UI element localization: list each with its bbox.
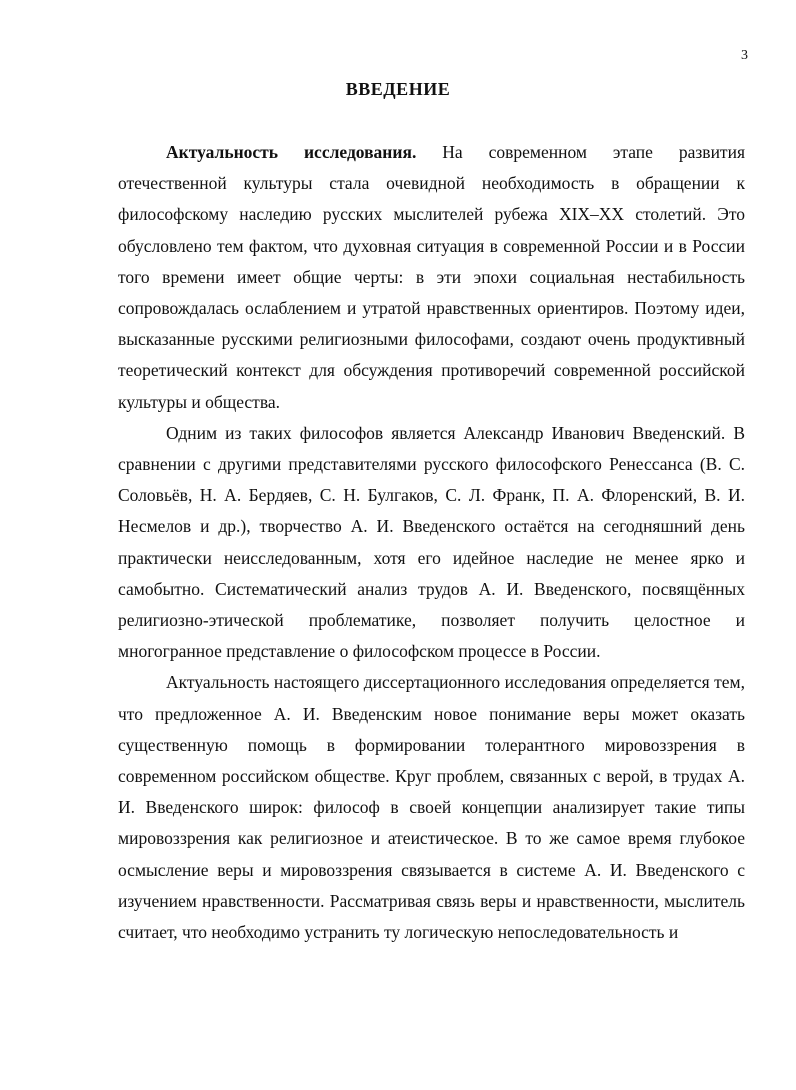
page-number: 3 <box>741 48 748 63</box>
paragraph-philosopher: Одним из таких философов является Александр Иванович Введенский. В сравнении с другими представителями русского философского Ренессанса (В. С. Соловьёв, Н. А. Бердяев, С. Н. Булгаков, С. Л. Франк, П. А. Флоренский, В. И. Несмелов и др.), творчество А. И. Введенского остаётся на сегодняшний день практически неисследованным, хотя его идейное наследие не менее ярко и самобытно. Систематический анализ трудов А. И. Введенского, посвящённых религиозно-этической проблематике, позволяет получить целостное и многогранное представление о философском процессе в России. <box>118 422 745 662</box>
paragraph-relevance <box>118 137 745 418</box>
paragraph-lead: Актуальность исследования. <box>166 142 417 162</box>
body-text <box>118 137 745 948</box>
section-heading: ВВЕДЕНИЕ <box>345 79 451 99</box>
paragraph-research-relevance: Актуальность настоящего диссертационного исследования определяется тем, что предложенное А. И. Введенским новое понимание веры может оказать существенную помощь в формировании толерантного мировоззрения в современном российском обществе. Круг проблем, связанных с верой, в трудах А. И. Введенского широк: философ в своей концепции анализирует такие типы мировоззрения как религиозное и атеистическое. В то же самое время глубокое осмысление веры и мировоззрения связывается в системе А. И. Введенского с изучением нравственности. Рассматривая связь веры и нравственности, мыслитель считает, что необходимо устранить ту логическую непоследовательность и <box>118 672 745 943</box>
paragraph-text: На современном этапе развития отечественной культуры стала очевидной необходимость в обращении к философскому наследию русских мыслителей рубежа XIX–XX столетий. Это обусловлено тем фактом, что духовная ситуация в современной России и в России того времени имеет общие черты: в эти эпохи социальная нестабильность сопровождалась ослаблением и утратой нравственных ориентиров. Поэтому идеи, высказанные русскими религиозными философами, создают очень продуктивный теоретический контекст для обсуждения противоречий современной российской культуры и общества. <box>118 142 745 412</box>
